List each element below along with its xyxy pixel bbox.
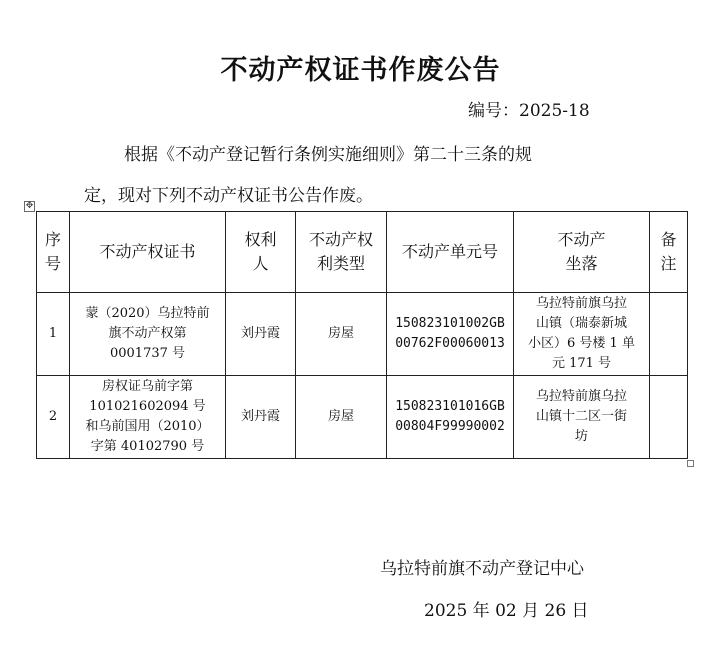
cell-cert-line: 房权证乌前字第 [101, 379, 193, 394]
cell-location-line: 乌拉特前旗乌拉 [535, 389, 627, 404]
cell-cert-line: 和乌前国用（2010） [85, 419, 210, 434]
header-location-line: 不动产 [557, 230, 606, 249]
notice-table [36, 211, 688, 459]
body-line-1: 根据《不动产登记暂行条例实施细则》第二十三条的规 [124, 145, 532, 165]
table-row [37, 293, 688, 376]
cell-remark [650, 293, 688, 376]
header-remark [650, 212, 688, 293]
cell-unit-line: 150823101002GB [395, 316, 505, 331]
table-move-handle-icon[interactable]: ✥ [25, 201, 34, 211]
header-owner [226, 212, 296, 293]
table-row [37, 376, 688, 459]
cell-cert [70, 293, 226, 376]
header-seq [37, 212, 70, 293]
header-cert: 不动产权证书 [70, 212, 226, 293]
cell-type: 房屋 [296, 376, 387, 459]
header-owner-line: 权利 [244, 230, 277, 249]
cell-location [514, 293, 650, 376]
cell-location [514, 376, 650, 459]
cell-cert-line: 旗不动产权第 [108, 326, 187, 341]
cell-owner: 刘丹霞 [226, 293, 296, 376]
table-header-row [37, 212, 688, 293]
header-owner-line: 人 [252, 254, 269, 273]
header-unit: 不动产单元号 [387, 212, 514, 293]
header-location [514, 212, 650, 293]
cell-location-line: 山镇十二区一街 [535, 409, 627, 424]
header-type-line: 不动产权 [308, 230, 373, 249]
cell-location-line: 乌拉特前旗乌拉 [535, 296, 627, 311]
header-seq-line: 序 [44, 230, 61, 249]
header-location-line: 坐落 [565, 254, 598, 273]
header-type-line: 利类型 [316, 254, 365, 273]
header-type [296, 212, 387, 293]
notice-title: 不动产权证书作废公告 [220, 55, 501, 86]
cell-location-line: 元 171 号 [551, 356, 612, 371]
cell-unit [387, 376, 514, 459]
cell-unit-line: 00804F99990002 [395, 419, 505, 434]
doc-number: 编号：2025-18 [468, 101, 590, 121]
cell-cert [70, 376, 226, 459]
cell-cert-line: 字第 40102790 号 [90, 439, 205, 454]
cell-seq: 2 [37, 376, 70, 459]
table-resize-handle[interactable] [687, 460, 694, 467]
cell-unit-line: 00762F00060013 [395, 336, 505, 351]
cell-seq: 1 [37, 293, 70, 376]
issue-date: 2025 年 02 月 26 日 [424, 601, 589, 621]
cell-location-line: 山镇（瑞泰新城 [535, 316, 627, 331]
cell-type: 房屋 [296, 293, 387, 376]
cell-unit-line: 150823101016GB [395, 399, 505, 414]
issuing-authority: 乌拉特前旗不动产登记中心 [380, 559, 584, 579]
cell-cert-line: 蒙（2020）乌拉特前 [85, 306, 210, 321]
header-remark-line: 注 [660, 254, 677, 273]
cell-unit [387, 293, 514, 376]
body-line-2: 定，现对下列不动产权证书公告作废。 [84, 186, 373, 206]
cell-location-line: 小区）6 号楼 1 单 [528, 336, 635, 351]
cell-location-line: 坊 [574, 429, 588, 444]
cell-cert-line: 101021602094 号 [89, 399, 206, 414]
cell-cert-line: 0001737 号 [109, 346, 186, 361]
header-seq-line: 号 [44, 254, 61, 273]
cell-remark [650, 376, 688, 459]
header-remark-line: 备 [660, 230, 677, 249]
cell-owner: 刘丹霞 [226, 376, 296, 459]
